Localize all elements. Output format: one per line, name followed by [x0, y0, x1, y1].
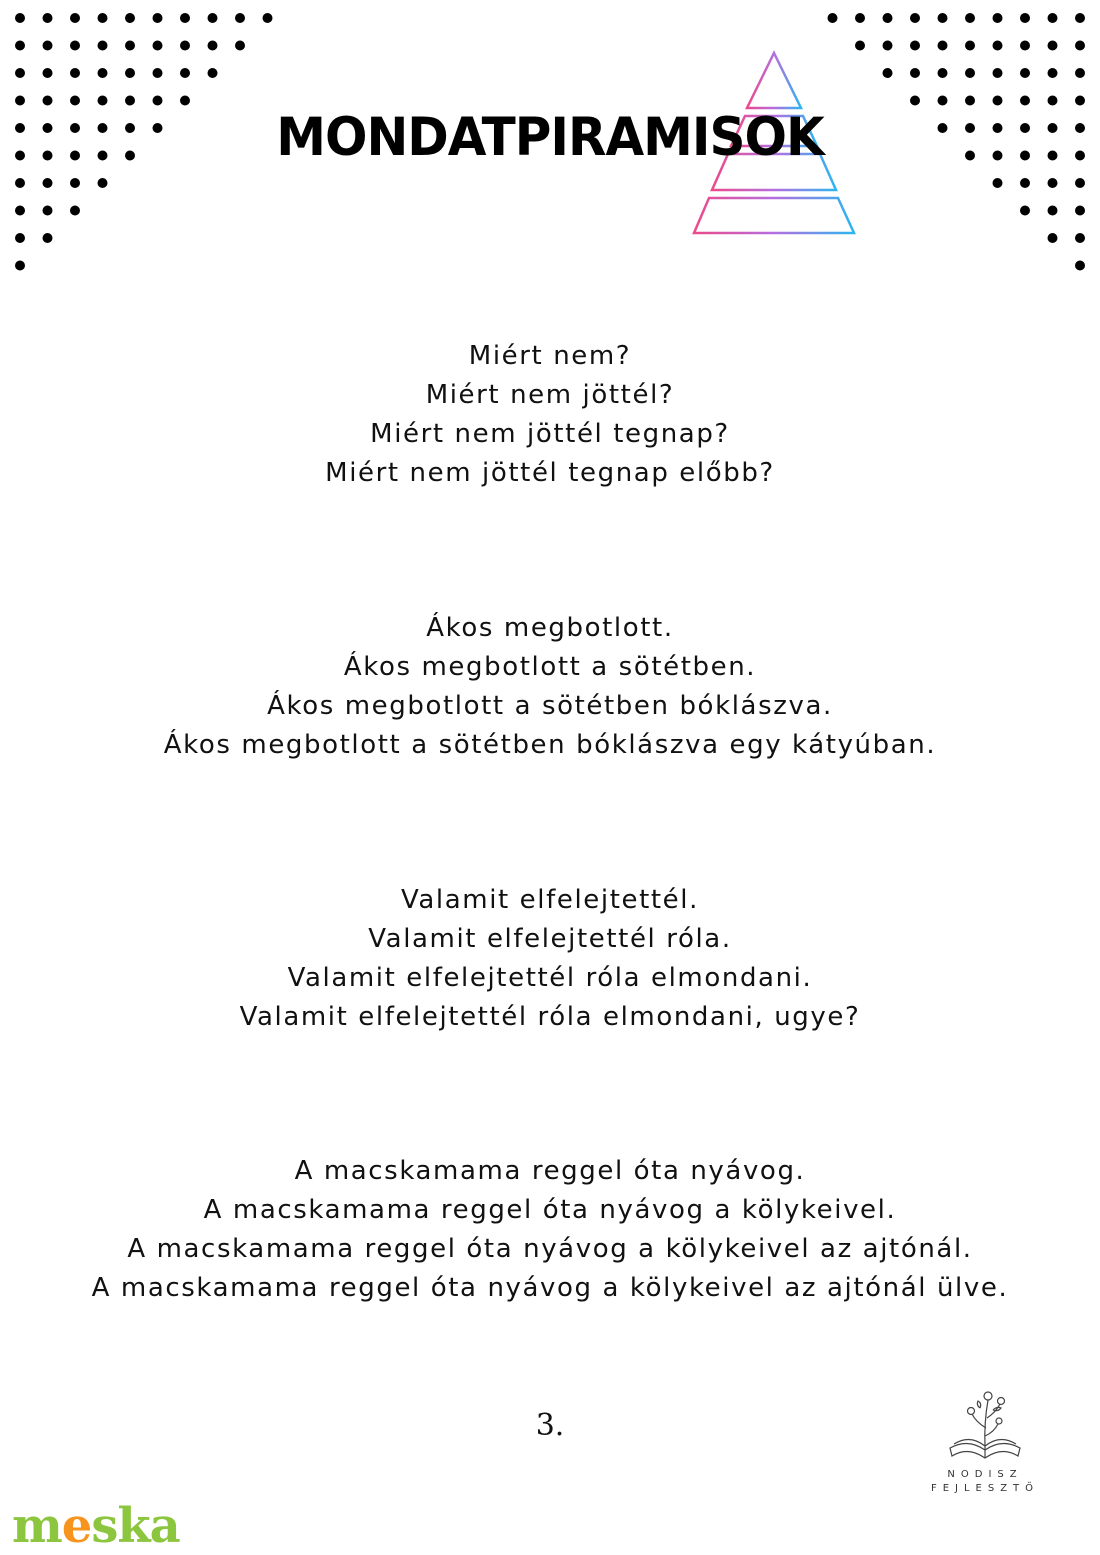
dot: [180, 68, 190, 78]
dot: [1048, 68, 1058, 78]
dot: [1020, 68, 1030, 78]
dot: [938, 41, 948, 51]
dot: [43, 178, 53, 188]
stanza-line: Valamit elfelejtettél róla elmondani, ugye?: [239, 1002, 861, 1032]
dot: [1048, 41, 1058, 51]
dot: [70, 13, 80, 23]
dot: [208, 68, 218, 78]
dot: [98, 68, 108, 78]
dot: [15, 178, 25, 188]
dot: [98, 178, 108, 188]
stanza-line: Miért nem?: [468, 341, 632, 371]
dot: [15, 68, 25, 78]
stanza-4: [0, 1152, 1100, 1308]
dot: [235, 13, 245, 23]
publisher-name: NODISZ: [947, 1469, 1023, 1480]
dot: [180, 96, 190, 106]
dot: [98, 96, 108, 106]
dot: [1020, 178, 1030, 188]
dot: [43, 206, 53, 216]
dot: [1075, 178, 1085, 188]
dot: [70, 68, 80, 78]
dot: [15, 261, 25, 271]
dot: [993, 13, 1003, 23]
dot: [883, 13, 893, 23]
stanza-line: Valamit elfelejtettél róla elmondani.: [287, 963, 813, 993]
dot: [125, 41, 135, 51]
dot: [43, 41, 53, 51]
dot: [125, 13, 135, 23]
dot: [70, 206, 80, 216]
stanza-line: A macskamama reggel óta nyávog.: [294, 1156, 806, 1186]
dot: [125, 68, 135, 78]
dot: [263, 13, 273, 23]
dot: [15, 13, 25, 23]
dot: [910, 96, 920, 106]
dot: [1048, 13, 1058, 23]
dot: [1075, 206, 1085, 216]
dot: [965, 41, 975, 51]
dot: [993, 41, 1003, 51]
stanza-line: Miért nem jöttél tegnap előbb?: [325, 458, 775, 488]
dot: [1075, 96, 1085, 106]
publisher-logo: [920, 1378, 1050, 1496]
dot: [938, 68, 948, 78]
dot: [153, 41, 163, 51]
stanza-2: [0, 609, 1100, 765]
dot: [98, 13, 108, 23]
dot: [180, 13, 190, 23]
dot: [1075, 233, 1085, 243]
meska-logo-part: m: [12, 1498, 62, 1554]
dot: [180, 41, 190, 51]
dot: [965, 13, 975, 23]
dot: [993, 178, 1003, 188]
stanza-line: A macskamama reggel óta nyávog a kölykeivel az ajtónál ülve.: [91, 1273, 1009, 1303]
dot: [1048, 178, 1058, 188]
page-title: MONDATPIRAMISOK: [276, 106, 824, 168]
dot: [1048, 233, 1058, 243]
meska-logo-part: ska: [91, 1498, 180, 1554]
book-flowers-icon: [940, 1378, 1030, 1468]
dot: [1075, 41, 1085, 51]
dot: [883, 68, 893, 78]
dot: [1075, 13, 1085, 23]
dot: [70, 41, 80, 51]
stanza-3: [0, 881, 1100, 1037]
dot: [828, 13, 838, 23]
dot: [70, 96, 80, 106]
dot: [1048, 206, 1058, 216]
stanza-line: Ákos megbotlott a sötétben.: [343, 652, 757, 682]
dot: [993, 96, 1003, 106]
publisher-subtitle: FEJLESZTŐ: [930, 1483, 1040, 1494]
dot: [910, 41, 920, 51]
dot: [965, 68, 975, 78]
dot: [938, 13, 948, 23]
dot: [1048, 96, 1058, 106]
stanza-line: Miért nem jöttél?: [425, 380, 675, 410]
stanza-line: A macskamama reggel óta nyávog a kölykeivel az ajtónál.: [127, 1234, 973, 1264]
dot: [993, 68, 1003, 78]
meska-logo: [12, 1498, 180, 1554]
dot: [855, 13, 865, 23]
stanza-line: Ákos megbotlott a sötétben bóklászva egy kátyúban.: [163, 730, 937, 760]
dot: [15, 96, 25, 106]
meska-logo-part: e: [61, 1498, 92, 1554]
stanza-line: A macskamama reggel óta nyávog a kölykeivel.: [203, 1195, 897, 1225]
dot: [910, 68, 920, 78]
dot: [43, 13, 53, 23]
dot: [15, 206, 25, 216]
dot: [153, 13, 163, 23]
dot: [153, 96, 163, 106]
dot: [98, 41, 108, 51]
stanza-1: [0, 337, 1100, 493]
stanza-line: Miért nem jöttél tegnap?: [370, 419, 730, 449]
dot: [965, 96, 975, 106]
dot: [938, 96, 948, 106]
dot: [1020, 96, 1030, 106]
dot: [883, 41, 893, 51]
dot: [1020, 41, 1030, 51]
dot: [1020, 13, 1030, 23]
stanza-line: Valamit elfelejtettél róla.: [368, 924, 732, 954]
stanza-line: Ákos megbotlott.: [426, 613, 674, 643]
dot: [15, 41, 25, 51]
dot: [43, 96, 53, 106]
dot: [15, 233, 25, 243]
dot: [235, 41, 245, 51]
dot: [43, 233, 53, 243]
dot: [70, 178, 80, 188]
dot: [208, 41, 218, 51]
dot: [125, 96, 135, 106]
stanza-line: Ákos megbotlott a sötétben bóklászva.: [267, 691, 833, 721]
page-number: 3.: [535, 1408, 565, 1443]
dot: [208, 13, 218, 23]
dot: [1075, 68, 1085, 78]
dot: [43, 68, 53, 78]
dot: [1075, 261, 1085, 271]
stanza-line: Valamit elfelejtettél.: [401, 885, 699, 915]
dot: [1020, 206, 1030, 216]
dot: [910, 13, 920, 23]
dot: [153, 68, 163, 78]
